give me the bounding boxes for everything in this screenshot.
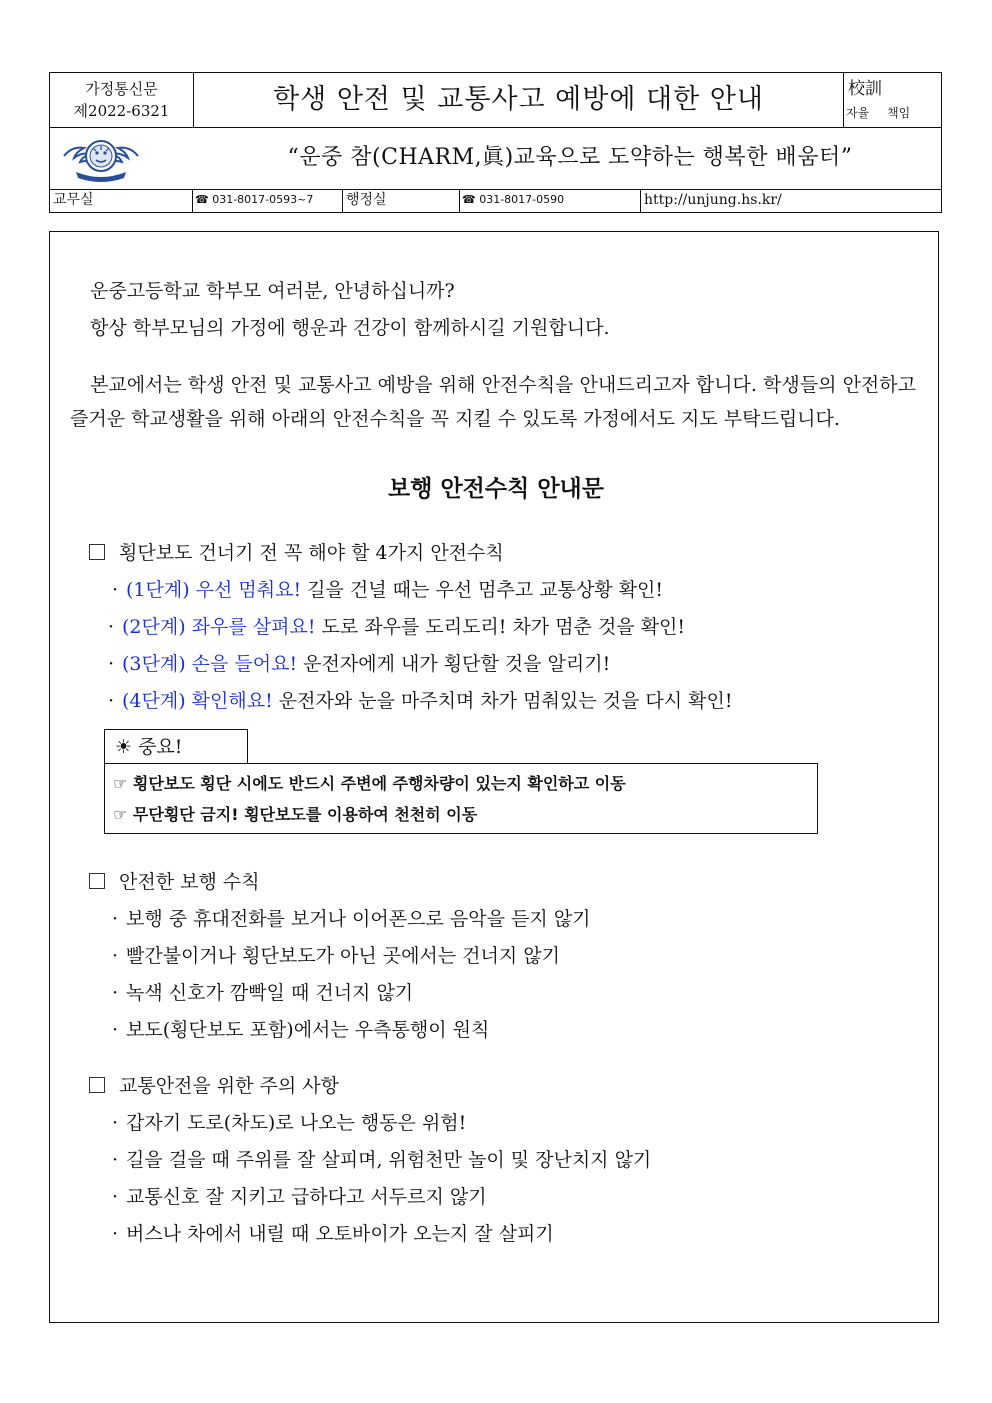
important-box: [104, 763, 818, 834]
traffic-item: [112, 1182, 487, 1212]
bullet-dot-icon: ·: [112, 579, 119, 601]
checkbox-square-icon: [89, 1077, 105, 1093]
traffic-item: [112, 1108, 466, 1138]
bullet-dot-icon: ·: [112, 1223, 119, 1245]
walking-item: [112, 904, 590, 934]
traffic-item: [112, 1145, 651, 1175]
step-label: (1단계) 우선 멈춰요!: [126, 579, 302, 601]
step-text: 운전자와 눈을 마주치며 차가 멈춰있는 것을 다시 확인!: [272, 690, 733, 712]
walking-item-text: 보행 중 휴대전화를 보거나 이어폰으로 음악을 듣지 않기: [126, 908, 591, 930]
header-row-title: [50, 73, 941, 128]
crosswalk-step: [108, 612, 685, 642]
important-line: ☞ 횡단보도 횡단 시에도 반드시 주변에 주행차량이 있는지 확인하고 이동: [113, 774, 626, 793]
step-text: 길을 건널 때는 우선 멈추고 교통상황 확인!: [301, 579, 664, 601]
step-text: 도로 좌우를 도리도리! 차가 멈춘 것을 확인!: [315, 616, 686, 638]
crosswalk-step: [108, 649, 610, 679]
greeting-line: 운중고등학교 학부모 여러분, 안녕하십니까?: [90, 280, 455, 302]
office1-label: 교무실: [50, 189, 193, 212]
bullet-dot-icon: ·: [112, 908, 119, 930]
letter-header: [49, 72, 942, 213]
bullet-dot-icon: ·: [108, 690, 115, 712]
traffic-item-text: 버스나 차에서 내릴 때 오토바이가 오는지 잘 살피기: [126, 1223, 554, 1245]
step-text: 운전자에게 내가 횡단할 것을 알리기!: [297, 653, 611, 675]
bullet-dot-icon: ·: [112, 1186, 119, 1208]
walking-item: [112, 941, 560, 971]
crosswalk-step: [112, 575, 663, 605]
step-label: (2단계) 좌우를 살펴요!: [122, 616, 316, 638]
bullet-dot-icon: ·: [112, 982, 119, 1004]
traffic-heading: [89, 1071, 339, 1101]
bullet-dot-icon: ·: [112, 1149, 119, 1171]
header-row-contacts: [50, 189, 941, 212]
doc-code-cell: [50, 73, 194, 127]
walking-item-text: 보도(횡단보도 포함)에서는 우측통행이 원칙: [126, 1019, 490, 1041]
step-label: (4단계) 확인해요!: [122, 690, 273, 712]
crosswalk-step: [108, 686, 732, 716]
office1-phone: ☎ 031-8017-0593~7: [193, 189, 343, 212]
doc-title: 학생 안전 및 교통사고 예방에 대한 안내: [194, 73, 844, 127]
traffic-item-text: 교통신호 잘 지키고 급하다고 서두르지 않기: [126, 1186, 487, 1208]
section-title: 보행 안전수칙 안내문: [388, 476, 604, 502]
walking-item: [112, 1015, 489, 1045]
school-slogan: “운중 참(CHARM,眞)교육으로 도약하는 행복한 배움터”: [287, 145, 853, 170]
school-motto-cell: [844, 73, 941, 127]
wish-line: 항상 학부모님의 가정에 행운과 건강이 함께하시길 기원합니다.: [90, 317, 610, 339]
traffic-item-text: 갑자기 도로(차도)로 나오는 행동은 위험!: [126, 1112, 467, 1134]
traffic-heading-text: 교통안전을 위한 주의 사항: [119, 1075, 340, 1097]
motto-text: 자율 책임: [846, 106, 911, 120]
crosswalk-heading: [89, 538, 504, 568]
checkbox-square-icon: [89, 544, 105, 560]
important-tab: ☀ 중요!: [104, 729, 248, 763]
walking-heading: [89, 867, 260, 897]
crosswalk-heading-text: 횡단보도 건너기 전 꼭 해야 할 4가지 안전수칙: [119, 542, 504, 564]
doc-type: 가정통신문: [85, 80, 158, 98]
step-label: (3단계) 손을 들어요!: [122, 653, 298, 675]
checkbox-square-icon: [89, 873, 105, 889]
doc-number: 제2022-6321: [73, 102, 170, 120]
walking-heading-text: 안전한 보행 수칙: [119, 871, 260, 893]
office2-phone: ☎ 031-8017-0590: [460, 189, 641, 212]
traffic-item-text: 길을 걸을 때 주위를 잘 살피며, 위험천만 놀이 및 장난치지 않기: [126, 1149, 652, 1171]
bullet-dot-icon: ·: [112, 1112, 119, 1134]
walking-item-text: 빨간불이거나 횡단보도가 아닌 곳에서는 건너지 않기: [126, 945, 560, 967]
motto-label: 校訓: [848, 79, 882, 99]
school-logo-icon: [62, 132, 140, 184]
intro-paragraph: 본교에서는 학생 안전 및 교통사고 예방을 위해 안전수칙을 안내드리고자 합니다. 학생들의 안전하고 즐거운 학교생활을 위해 아래의 안전수칙을 꼭 지킬 수 있도록 가정에서도 지도 부탁드립니다.: [70, 374, 916, 430]
office2-label: 행정실: [343, 189, 460, 212]
bullet-dot-icon: ·: [108, 616, 115, 638]
bullet-dot-icon: ·: [112, 945, 119, 967]
header-row-slogan: [50, 127, 941, 190]
traffic-item: [112, 1219, 554, 1249]
walking-item: [112, 978, 413, 1008]
bullet-dot-icon: ·: [108, 653, 115, 675]
school-website-link[interactable]: http://unjung.hs.kr/: [644, 192, 782, 208]
bullet-dot-icon: ·: [112, 1019, 119, 1041]
walking-item-text: 녹색 신호가 깜빡일 때 건너지 않기: [126, 982, 414, 1004]
important-line: ☞ 무단횡단 금지! 횡단보도를 이용하여 천천히 이동: [113, 805, 478, 824]
